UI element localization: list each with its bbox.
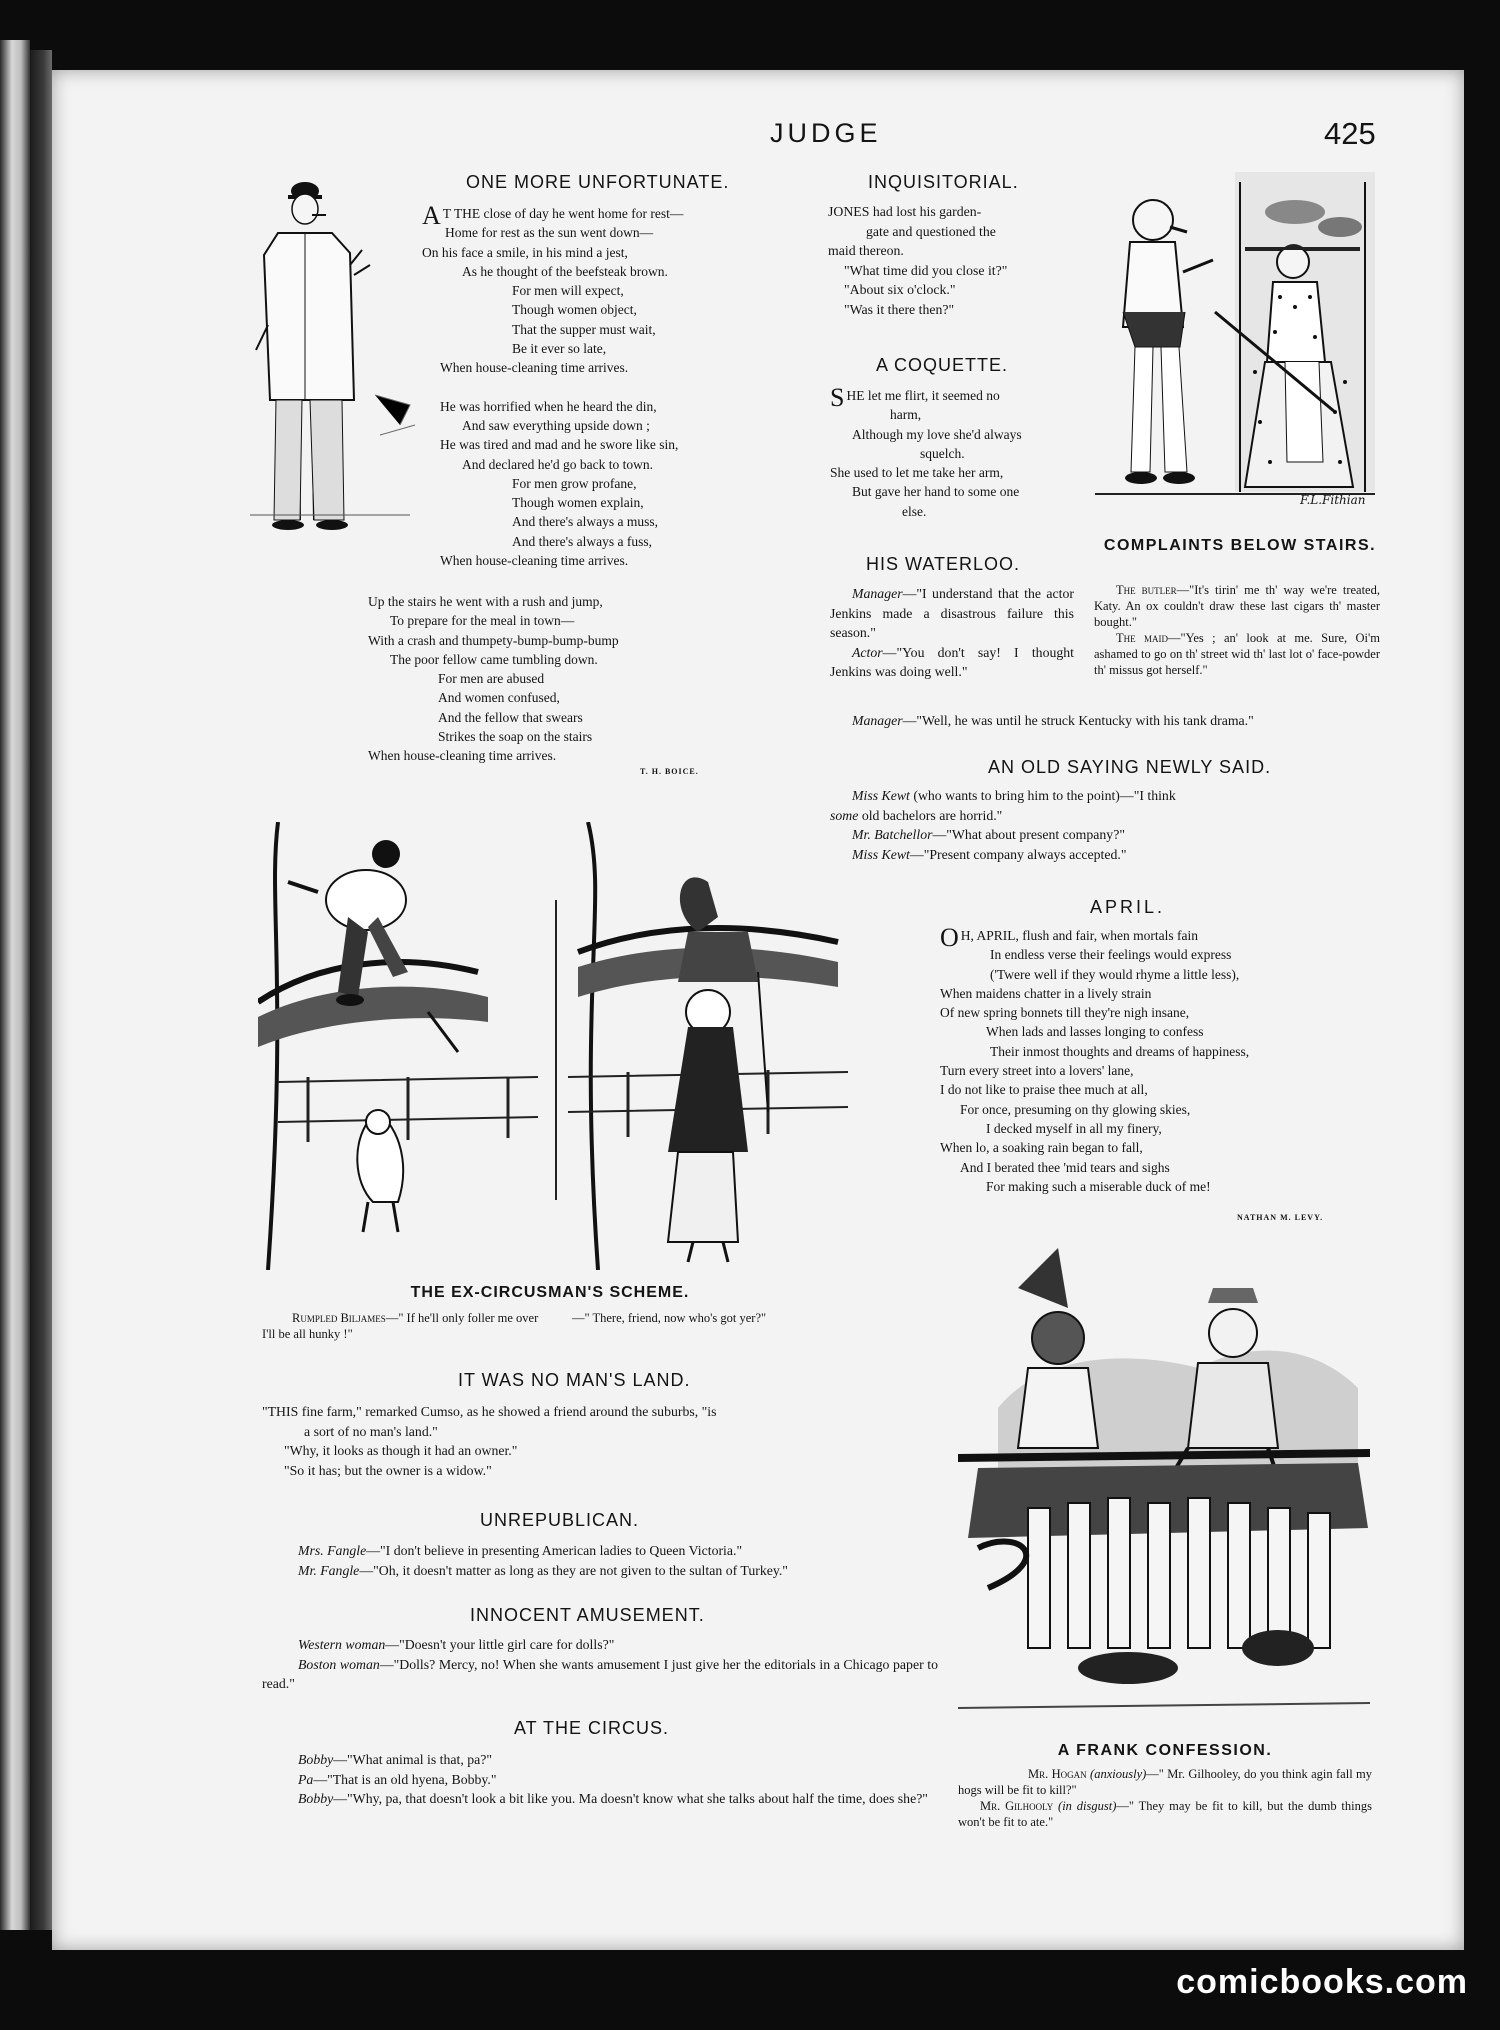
unrepublican-body [262,1541,938,1580]
stage-direction: (in disgust) [1058,1799,1117,1813]
paragraph: "Why, it looks as though it had an owner." [284,1443,518,1458]
poem-line: And saw everything upside down ; [462,417,650,433]
text-line: "What time did you close it?" [844,262,1008,278]
farmers-on-fence-illustration [958,1248,1370,1728]
panel-divider [555,900,557,1200]
poem-line: And the fellow that swears [438,709,583,725]
speaker-label: Rumpled Biljames [292,1311,386,1325]
poem-line: And there's always a muss, [512,514,659,530]
facing-page-edge [0,40,30,1930]
poem-line: HE let me flirt, it seemed no [846,388,1000,403]
speaker-label: Manager [852,586,903,601]
april-poem [940,923,1360,1196]
his-waterloo-title: HIS WATERLOO. [866,554,1021,574]
poem-line: Though women object, [512,302,637,318]
innocent-amusement-title: INNOCENT AMUSEMENT. [470,1605,705,1625]
dialogue-text: —"Yes ; an' look at me. Sure, Oi'm ashamed to go on th' street wid th' last lot o' face-powder th' missus got herself." [1094,631,1380,677]
poem-line: Be it ever so late, [512,341,607,357]
a-coquette-title: A COQUETTE. [876,355,1009,375]
poem-line: As he thought of the beefsteak brown. [462,263,668,279]
stage-direction: (anxiously) [1090,1767,1147,1781]
speaker-label: The butler [1116,583,1177,597]
poem-line: And I berated thee 'mid tears and sighs [960,1159,1170,1175]
circusman-caption-left [262,1310,552,1342]
dialogue-text: —" If he'll only foller me over I'll be all hunky !" [262,1311,539,1341]
speaker-label: Bobby [298,1791,334,1806]
text-line: "Was it there then?" [844,301,955,317]
poem-line: Up the stairs he went with a rush and jump, [368,594,603,609]
poem-line: I do not like to praise thee much at all, [940,1082,1148,1098]
dialogue-text: —"Dolls? Mercy, no! When she wants amusement I just give her the editorials in a Chicago paper to read." [262,1656,939,1691]
dialogue-text: old bachelors are horrid." [861,807,1003,823]
ex-circusman-title: THE EX-CIRCUSMAN'S SCHEME. [410,1284,690,1301]
poem-line: He was tired and mad and he swore like sin, [440,437,679,453]
poem-line: ('Twere well if they would rhyme a little less), [990,966,1240,982]
poem-line: Though women explain, [512,495,644,511]
complaints-caption [1094,582,1380,678]
site-watermark: comicbooks.com [1176,1963,1468,2001]
poem-line: I decked myself in all my finery, [986,1120,1162,1136]
poem-line: Their inmost thoughts and dreams of happiness, [990,1043,1250,1059]
circusman-caption-right: —" There, friend, now who's got yer?" [572,1311,767,1325]
illustrator-signature: F.L.Fithian [1300,493,1366,507]
poem-line: To prepare for the meal in town— [390,613,575,629]
april-title: APRIL. [1090,897,1166,917]
speaker-label: Miss Kewt [852,846,910,862]
emphasis-word: some [830,807,859,823]
speaker-label: Mr. Fangle [298,1562,360,1578]
author-credit: T. H. BOICE. [640,767,699,776]
dropcap-o: O [940,923,959,952]
at-the-circus-body [262,1750,938,1809]
poem-line: For men will expect, [512,283,624,299]
poem-line: And declared he'd go back to town. [462,456,653,472]
complaints-below-stairs-title: COMPLAINTS BELOW STAIRS. [1103,537,1377,554]
dialogue-text: —"You don't say! I thought Jenkins was doing well." [830,644,1074,679]
butler-and-maid-illustration [1095,172,1375,512]
dialogue-text: —" Mr. Gilhooley, do you think agin fall my hogs will be fit to kill?" [958,1767,1373,1797]
poem-line: squelch. [920,445,965,461]
book-spine [30,50,52,1930]
dialogue-text: —"It's tirin' me th' way we're treated, Katy. An ox couldn't draw these last cigars th' master bought." [1094,583,1380,629]
text-line: "About six o'clock." [844,282,956,297]
poem-line: And there's always a fuss, [512,533,653,549]
dialogue-text: —"Doesn't your little girl care for dolls?" [385,1637,615,1652]
poem-line: Turn every street into a lovers' lane, [940,1063,1134,1079]
speaker-label: Bobby [298,1752,334,1767]
dialogue-text: —"Well, he was until he struck Kentucky with his tank drama." [902,713,1254,728]
no-mans-land-body [262,1402,942,1480]
page-number: 425 [1324,116,1376,151]
unrepublican-title: UNREPUBLICAN. [480,1510,640,1530]
poem-line: For making such a miserable duck of me! [986,1178,1211,1194]
frank-confession-title: A FRANK CONFESSION. [1057,1742,1273,1759]
speaker-label: Miss Kewt [852,788,910,803]
dropcap-a: A [422,201,441,230]
speaker-label: Mrs. Fangle [298,1543,367,1558]
poem-line: For men are abused [438,671,545,687]
a-coquette-poem [830,383,1080,521]
speaker-label: Mr. Gilhooly [980,1799,1054,1813]
dialogue-text: —"I don't believe in presenting American ladies to Queen Victoria." [366,1543,743,1558]
no-mans-land-title: IT WAS NO MAN'S LAND. [458,1370,691,1390]
speaker-label: Mr. Batchellor [852,827,933,842]
at-the-circus-title: AT THE CIRCUS. [514,1718,670,1738]
dialogue-text: —"What animal is that, pa?" [333,1752,493,1767]
speaker-label: Mr. Hogan [1028,1767,1087,1781]
dropcap-s: S [830,383,845,412]
poem-line: When house-cleaning time arrives. [440,360,629,376]
poem-line: With a crash and thumpety-bump-bump-bump [368,632,619,648]
one-more-unfortunate-poem-stanza-3 [368,592,768,766]
poem-line: That the supper must wait, [512,321,656,337]
speaker-label: Pa [298,1771,314,1787]
one-more-unfortunate-title: ONE MORE UNFORTUNATE. [466,172,730,192]
speaker-label: Western woman [298,1637,386,1652]
speaker-label: Manager [852,713,903,728]
poem-line: When lads and lasses longing to confess [986,1024,1204,1040]
paragraph: a sort of no man's land." [304,1423,438,1439]
poem-line: When house-cleaning time arrives. [368,748,557,764]
text-line: gate and questioned the [866,223,996,239]
poem-line: Strikes the soap on the stairs [438,729,593,745]
poem-line: H, APRIL, flush and fair, when mortals fain [960,928,1198,943]
poem-line: When house-cleaning time arrives. [440,553,629,569]
poem-line: When lo, a soaking rain began to fall, [940,1140,1143,1156]
inquisitorial-body [828,202,1074,319]
poem-line: Home for rest as the sun went down— [445,225,654,241]
inquisitorial-title: INQUISITORIAL. [868,172,1019,192]
poem-line: T THE close of day he went home for rest— [442,206,684,221]
gentleman-illustration [250,175,420,535]
dialogue-text: —"Oh, it doesn't matter as long as they are not given to the sultan of Turkey." [359,1562,788,1578]
speaker-label: Actor [852,644,883,660]
poem-line: harm, [890,407,922,423]
poem-line: But gave her hand to some one [852,484,1020,500]
poem-line: And women confused, [438,690,560,706]
poem-line: For once, presuming on thy glowing skies, [960,1101,1191,1117]
dialogue-text: —"Present company always accepted." [909,846,1127,862]
poem-line: On his face a smile, in his mind a jest, [422,244,628,260]
innocent-amusement-body [262,1635,938,1694]
poem-line: else. [902,503,927,519]
paragraph: "THIS fine farm," remarked Cumso, as he showed a friend around the suburbs, "is [262,1404,717,1419]
speaker-label: The maid [1116,631,1168,645]
one-more-unfortunate-poem [422,201,792,570]
circusman-panel-left [258,822,548,1270]
poem-line: Although my love she'd always [852,426,1022,442]
poem-line: The poor fellow came tumbling down. [390,651,598,667]
his-waterloo-body [830,584,1074,682]
old-saying-body [830,786,1350,864]
masthead: JUDGE [770,118,882,148]
dialogue-text: (who wants to bring him to the point)—"I think [913,788,1176,803]
dialogue-text: —"I understand that the actor Jenkins made a disastrous failure this season." [830,586,1074,640]
dialogue-text: —"Why, pa, that doesn't look a bit like you. Ma doesn't know what she talks about half the time, does she?" [333,1791,928,1806]
author-credit: NATHAN M. LEVY. [1237,1213,1324,1222]
speaker-label: Boston woman [298,1656,380,1672]
poem-line: When maidens chatter in a lively strain [940,985,1152,1001]
his-waterloo-ending [830,711,1350,731]
circusman-panel-right [568,822,848,1270]
poem-line: Of new spring bonnets till they're nigh insane, [940,1005,1190,1021]
poem-line: She used to let me take her arm, [830,465,1004,481]
dialogue-text: —" They may be fit to kill, but the dumb things won't be fit to ate." [958,1799,1372,1829]
text-line: maid thereon. [828,243,904,258]
frank-confession-caption [958,1766,1372,1830]
paragraph: "So it has; but the owner is a widow." [284,1462,492,1478]
poem-line: He was horrified when he heard the din, [440,398,657,414]
dialogue-text: —"What about present company?" [932,827,1125,842]
poem-line: In endless verse their feelings would express [990,947,1232,963]
old-saying-title: AN OLD SAYING NEWLY SAID. [988,757,1272,777]
poem-line: For men grow profane, [512,475,637,491]
text-line: JONES had lost his garden- [828,204,982,219]
dialogue-text: —"That is an old hyena, Bobby." [313,1771,497,1787]
